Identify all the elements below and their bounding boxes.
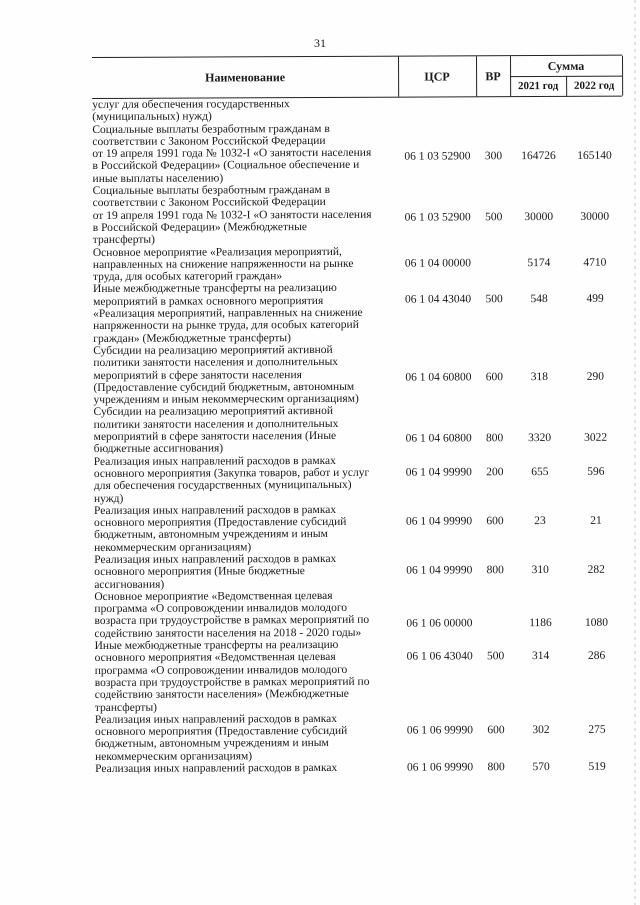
table-row — [93, 343, 623, 407]
row-csr: 06 1 04 99990 — [405, 515, 473, 528]
row-name-line: возраста при трудоустройстве в рамках мероприятий по — [94, 614, 370, 628]
row-sum-2021: 570 — [532, 761, 550, 774]
row-csr: 06 1 06 00000 — [406, 617, 473, 630]
row-sum-2022: 1080 — [584, 616, 608, 629]
row-csr: 06 1 06 99990 — [406, 724, 474, 737]
table-row — [94, 552, 624, 591]
row-name-line: мероприятий в сфере занятости населения — [93, 368, 302, 382]
row-name-line: некоммерческим организациям) — [94, 540, 252, 554]
row-name-line: Социальные выплаты безработным гражданам в — [92, 122, 330, 136]
row-csr: 06 1 04 43040 — [404, 293, 472, 307]
page-number: 31 — [314, 36, 326, 50]
table-row — [95, 638, 625, 714]
row-name — [92, 122, 398, 185]
row-name-line: для обеспечения государственных (муниципальных) — [93, 479, 352, 493]
row-name — [95, 639, 401, 714]
row-name-line: некоммерческим организациям) — [95, 750, 253, 763]
row-csr: 06 1 04 99990 — [405, 465, 472, 479]
row-name-line: Иные межбюджетные трансферты на реализацию — [92, 282, 337, 296]
table-body — [92, 97, 625, 776]
row-sum-2021: 548 — [530, 293, 548, 306]
row-name-line: программа «О сопровождении инвалидов молодого — [94, 602, 348, 616]
row-name — [93, 344, 399, 407]
row-name-line: основного мероприятия (Предоставление субсидий — [94, 725, 348, 739]
row-name-line: нужд) — [93, 492, 124, 505]
header-year-2021: 2021 год — [517, 79, 559, 93]
row-name-line: бюджетным, автономным учреждениям и иным — [94, 528, 328, 542]
row-sum-2021: 318 — [530, 370, 549, 384]
row-name-line: направленных на снижение напряженности на рынке — [92, 257, 354, 271]
row-vr: 600 — [487, 724, 505, 737]
row-name-line: политики занятости населения и дополнительных — [93, 356, 339, 370]
table-row — [95, 761, 625, 776]
row-name — [93, 245, 399, 283]
row-vr: 300 — [484, 149, 503, 162]
row-sum-2022: 286 — [587, 649, 606, 662]
row-sum-2022: 30000 — [580, 210, 610, 223]
row-name-line: от 19 апреля 1991 года № 1032-I «О занятости населения — [92, 208, 372, 222]
table-header — [92, 55, 622, 99]
row-sum-2021: 314 — [531, 650, 550, 663]
row-name-line: учреждениям и иным некоммерческим организациям) — [93, 392, 359, 407]
row-sum-2022: 4710 — [583, 256, 607, 269]
table-row — [92, 97, 622, 124]
table-row — [92, 121, 622, 185]
row-name-line: политики занятости населения и дополнительных — [93, 417, 339, 431]
row-sum-2021: 1186 — [529, 616, 552, 629]
row-csr: 06 1 04 60800 — [405, 432, 472, 446]
row-vr: 600 — [485, 371, 504, 384]
row-name-line: в Российской Федерации» (Межбюджетные — [92, 221, 307, 234]
table-row — [93, 183, 623, 247]
row-vr: 500 — [485, 293, 503, 306]
row-vr: 600 — [486, 515, 504, 528]
row-name-line: основного мероприятия (Предоставление субсидий — [94, 515, 347, 530]
row-sum-2021: 302 — [532, 723, 550, 736]
row-sum-2022: 596 — [587, 465, 605, 478]
row-name-line: (муниципальных) нужд) — [92, 110, 212, 124]
row-name-line: содействию занятости населения» (Межбюджетные — [94, 688, 349, 702]
row-name — [95, 762, 401, 776]
row-sum-2021: 3320 — [528, 432, 552, 445]
row-name — [92, 98, 398, 124]
row-csr: 06 1 03 52900 — [404, 149, 471, 163]
row-name — [94, 405, 400, 456]
row-vr: 500 — [486, 650, 505, 663]
budget-table — [92, 55, 625, 776]
row-vr: 800 — [486, 564, 504, 577]
row-sum-2021: 164726 — [521, 149, 556, 162]
row-name-line: мероприятий в сфере занятости населения (Иные — [93, 429, 337, 444]
row-name-line: Основное мероприятие «Ведомственная целевая — [94, 589, 333, 603]
row-name-line: от 19 апреля 1991 года № 1032-I «О занятости населения — [92, 146, 372, 161]
row-csr: 06 1 06 99990 — [407, 761, 474, 774]
row-sum-2022: 165140 — [577, 149, 612, 162]
row-sum-2021: 30000 — [524, 211, 554, 224]
row-name-line: Реализация иных направлений расходов в рамках — [94, 552, 337, 566]
row-sum-2021: 5174 — [527, 256, 551, 269]
row-name-line: Субсидии на реализацию мероприятий активной — [93, 405, 334, 419]
table-row — [93, 281, 623, 345]
row-name-line: бюджетным, автономным учреждениям и иным — [94, 737, 329, 751]
row-vr: 200 — [486, 465, 504, 478]
row-name-line: соответствии с Законом Российской Федерации — [92, 196, 326, 210]
header-divider — [622, 56, 623, 96]
row-name-line: Реализация иных направлений расходов в рамках — [94, 712, 338, 726]
row-name — [95, 713, 401, 764]
row-vr: 800 — [487, 761, 505, 774]
table-row — [93, 244, 623, 283]
row-name-line: основного мероприятия (Закупка товаров, работ и услуг — [93, 466, 370, 480]
row-sum-2022: 499 — [586, 293, 604, 306]
row-name-line: иные выплаты населению) — [92, 172, 224, 185]
row-name-line: граждан» (Межбюджетные трансферты) — [93, 331, 291, 345]
row-csr: 06 1 06 43040 — [406, 650, 473, 663]
row-name-line: Субсидии на реализацию мероприятий активной — [93, 343, 333, 357]
row-csr: 06 1 04 00000 — [404, 256, 471, 270]
row-vr: 800 — [486, 432, 504, 445]
row-sum-2021: 310 — [531, 563, 549, 577]
row-sum-2022: 519 — [588, 760, 606, 773]
row-name — [94, 590, 400, 641]
row-name-line: трансферты) — [94, 701, 158, 714]
header-vr: ВР — [485, 68, 501, 83]
table-row — [94, 589, 624, 640]
header-name: Наименование — [205, 69, 286, 85]
row-name — [94, 454, 400, 505]
row-name-line: Иные межбюджетные трансферты на реализацию — [94, 638, 339, 653]
row-sum-2022: 282 — [587, 563, 605, 576]
row-name — [93, 282, 399, 345]
row-name-line: мероприятий в рамках основного мероприятия — [93, 294, 324, 308]
header-sum: Сумма — [510, 56, 622, 77]
row-name-line: Реализация иных направлений расходов в рамках — [93, 454, 336, 468]
row-name-line: программа «О сопровождении инвалидов молодого — [94, 663, 348, 677]
row-name-line: содействию занятости населения на 2018 - 2020 годы» — [94, 626, 362, 640]
row-name-line: основного мероприятия (Иные бюджетные — [94, 565, 305, 579]
row-name-line: напряженности на рынке труда, для особых категорий — [93, 319, 359, 333]
row-name-line: Основное мероприятие «Реализация мероприятий, — [92, 245, 342, 259]
row-sum-2022: 275 — [588, 723, 606, 736]
row-vr: 500 — [485, 211, 503, 224]
row-name-line: труда, для особых категорий граждан» — [92, 270, 283, 284]
row-name-line: ассигнования) — [94, 578, 165, 591]
row-name-line: «Реализация мероприятий, направленных на снижение — [93, 306, 363, 321]
table-row — [94, 404, 624, 455]
row-sum-2022: 21 — [590, 514, 602, 527]
row-name-line: бюджетные ассигнования) — [93, 442, 224, 456]
row-name-line: основного мероприятия «Ведомственная целевая — [94, 651, 336, 665]
row-csr: 06 1 04 60800 — [405, 371, 472, 384]
row-name — [94, 553, 400, 591]
row-sum-2021: 23 — [534, 514, 546, 527]
row-sum-2021: 655 — [531, 465, 549, 478]
header-csr: ЦСР — [424, 68, 450, 84]
row-name-line: в Российской Федерации» (Социальное обеспечение и — [92, 159, 360, 173]
table-row — [94, 502, 624, 553]
row-name — [94, 503, 400, 554]
row-name-line: возраста при трудоустройстве в рамках мероприятий по — [94, 675, 370, 689]
row-csr: 06 1 03 52900 — [404, 211, 471, 224]
row-sum-2022: 290 — [586, 370, 605, 383]
row-name-line: услуг для обеспечения государственных — [92, 98, 290, 111]
row-name-line: соответствии с Законом Российской Федерации — [92, 134, 326, 148]
row-name-line: трансферты) — [92, 233, 155, 247]
table-row — [94, 453, 624, 504]
header-year-2022: 2022 год — [573, 79, 615, 92]
row-name-line: Реализация иных направлений расходов в рамках — [93, 503, 337, 517]
row-name-line: (Предоставление субсидий бюджетным, автономным — [93, 380, 355, 394]
row-csr: 06 1 04 99990 — [406, 564, 473, 577]
scan-edge — [634, 0, 636, 905]
row-name — [93, 184, 399, 247]
row-sum-2022: 3022 — [584, 432, 608, 445]
table-row — [95, 712, 625, 763]
row-name-line: Реализация иных направлений расходов в рамках — [95, 761, 338, 776]
row-name-line: Социальные выплаты безработным гражданам в — [92, 184, 331, 198]
